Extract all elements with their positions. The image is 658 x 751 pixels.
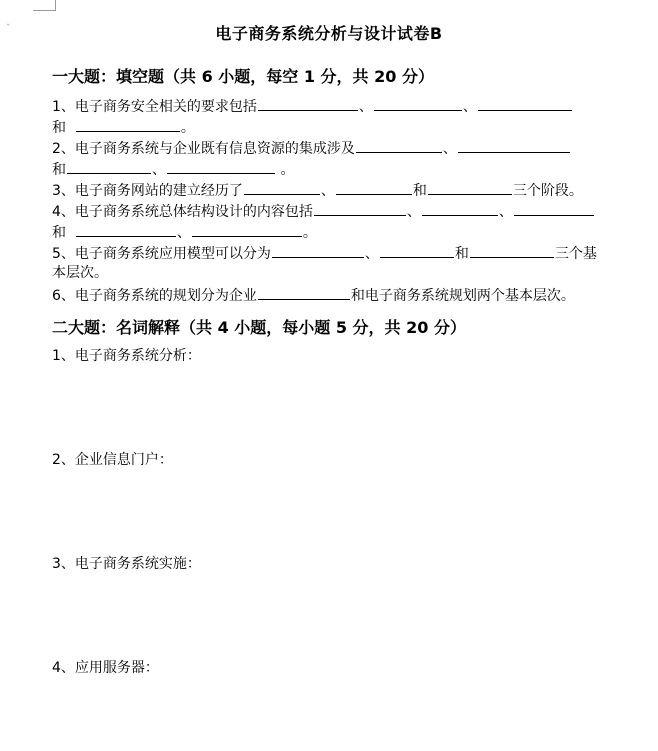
answer-area[interactable] <box>52 680 612 740</box>
separator: 、 <box>364 246 379 262</box>
definition-question-3: 3、电子商务系统实施： <box>52 556 201 572</box>
answer-blank[interactable] <box>244 179 320 195</box>
question-5-continued <box>52 263 108 283</box>
definition-question-1: 1、电子商务系统分析： <box>52 348 201 364</box>
answer-blank[interactable] <box>67 158 151 174</box>
separator: 、 <box>498 204 513 220</box>
answer-blank[interactable] <box>336 179 412 195</box>
sentence-end: 。 <box>280 162 295 178</box>
answer-blank[interactable] <box>76 221 176 237</box>
separator: 、 <box>176 225 191 241</box>
connector-text: 和 <box>52 120 66 136</box>
question-6 <box>52 284 575 306</box>
connector-text: 和 <box>52 162 66 178</box>
answer-blank[interactable] <box>374 95 462 111</box>
section-heading-fill-in: 一大题：填空题（共 6 小题，每空 1 分，共 20 分） <box>52 67 434 86</box>
definition-question-2: 2、企业信息门户： <box>52 452 173 468</box>
question-1 <box>52 95 573 117</box>
answer-blank[interactable] <box>422 200 498 216</box>
sentence-end: 。 <box>180 120 195 136</box>
collapse-marker: ˇ <box>6 24 11 34</box>
question-text: 4、电子商务系统总体结构设计的内容包括 <box>52 204 313 220</box>
question-text: 6、电子商务系统的规划分为企业 <box>52 288 257 304</box>
question-text: 2、电子商务系统与企业既有信息资源的集成涉及 <box>52 141 355 157</box>
answer-blank[interactable] <box>356 137 442 153</box>
question-text: 5、电子商务系统应用模型可以分为 <box>52 246 271 262</box>
question-2-continued <box>52 158 294 180</box>
answer-blank[interactable] <box>167 158 275 174</box>
answer-blank[interactable] <box>478 95 572 111</box>
answer-area[interactable] <box>52 576 612 656</box>
question-1-continued <box>52 116 195 138</box>
page-corner-mark <box>33 0 56 11</box>
question-text: 3、电子商务网站的建立经历了 <box>52 183 243 199</box>
question-4-continued <box>52 221 317 243</box>
definition-question-4: 4、应用服务器： <box>52 660 159 676</box>
connector-text: 和 <box>454 246 469 262</box>
sentence-end: 三个基 <box>554 246 597 262</box>
continuation-text: 本层次。 <box>52 265 108 281</box>
answer-blank[interactable] <box>470 242 554 258</box>
separator: 、 <box>320 183 335 199</box>
answer-area[interactable] <box>52 472 612 552</box>
question-text: 1、电子商务安全相关的要求包括 <box>52 99 257 115</box>
document-title: 电子商务系统分析与设计试卷B <box>215 24 443 43</box>
question-2 <box>52 137 571 159</box>
answer-blank[interactable] <box>258 284 350 300</box>
sentence-end: 三个阶段。 <box>512 183 583 199</box>
answer-blank[interactable] <box>76 116 180 132</box>
separator: 、 <box>462 99 477 115</box>
sentence-end: 。 <box>302 225 317 241</box>
sentence-end: 和电子商务系统规划两个基本层次。 <box>350 288 575 304</box>
connector-text: 和 <box>52 225 66 241</box>
answer-area[interactable] <box>52 368 612 448</box>
separator: 、 <box>406 204 421 220</box>
question-3 <box>52 179 583 201</box>
answer-blank[interactable] <box>192 221 302 237</box>
section-heading-definitions: 二大题：名词解释（共 4 小题，每小题 5 分，共 20 分） <box>52 318 466 337</box>
answer-blank[interactable] <box>272 242 364 258</box>
connector-text: 和 <box>412 183 427 199</box>
question-4 <box>52 200 595 222</box>
separator: 、 <box>358 99 373 115</box>
question-5 <box>52 242 597 264</box>
separator: 、 <box>152 162 166 178</box>
answer-blank[interactable] <box>428 179 512 195</box>
separator: 、 <box>442 141 457 157</box>
answer-blank[interactable] <box>314 200 406 216</box>
answer-blank[interactable] <box>458 137 570 153</box>
answer-blank[interactable] <box>380 242 454 258</box>
answer-blank[interactable] <box>258 95 358 111</box>
answer-blank[interactable] <box>514 200 594 216</box>
